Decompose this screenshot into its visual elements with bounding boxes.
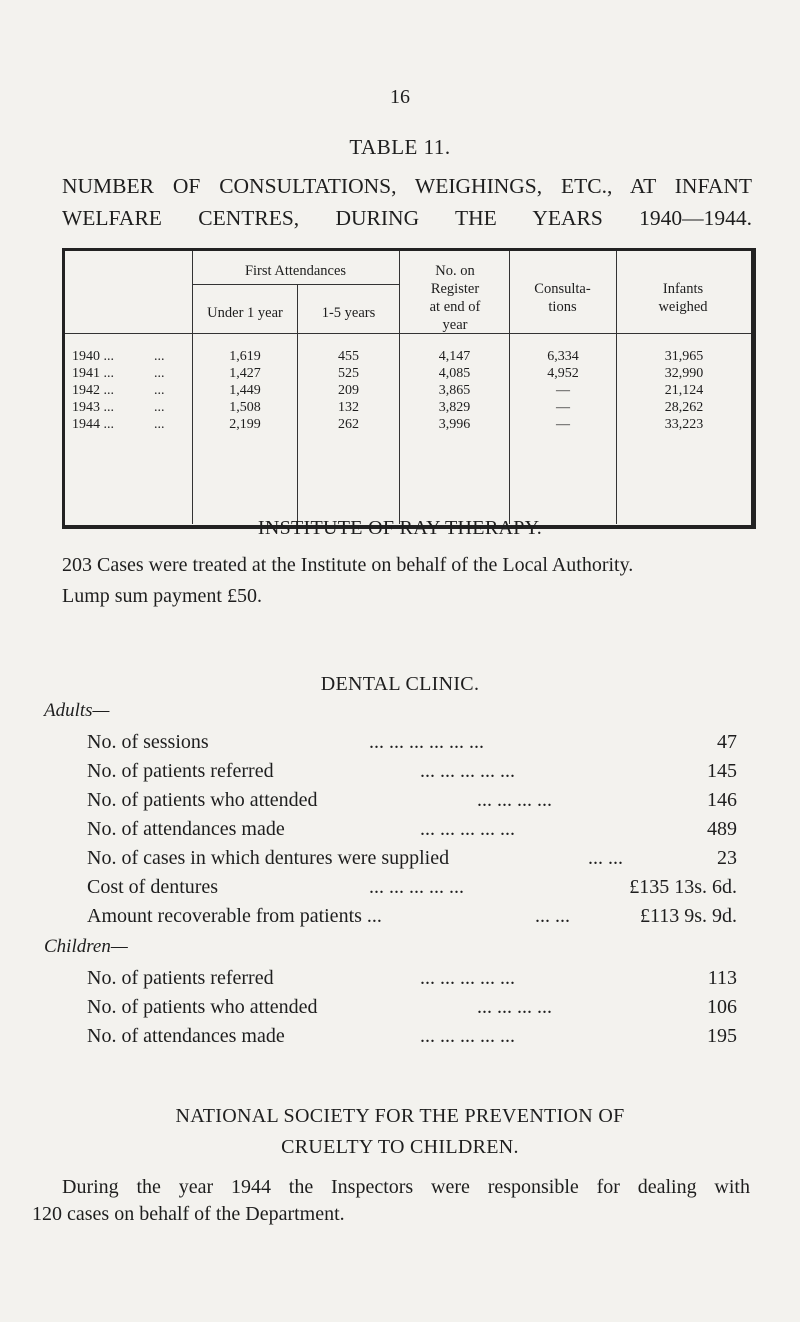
leader-dots: ... ... ... ... ... (420, 818, 515, 840)
leader-dots: ... ... ... ... ... (420, 967, 515, 989)
weighed-cell: 32,990 (664, 366, 704, 381)
register-cell: 3,996 (438, 417, 471, 432)
leader-dots: ... ... ... ... ... (420, 760, 515, 782)
consultations-cell: — (556, 417, 570, 432)
header-bottom-rule (65, 333, 751, 334)
row-label: Amount recoverable from patients ... (87, 905, 382, 927)
year-dots: ... (154, 417, 165, 432)
register-cell: 3,865 (438, 383, 471, 398)
row-label: Cost of dentures (87, 876, 219, 898)
year-dots: ... (154, 383, 165, 398)
children-subheading: Children— (44, 936, 128, 957)
row-value: 113 (707, 967, 737, 989)
ray-therapy-line-2: Lump sum payment £50. (62, 585, 262, 607)
row-value: 489 (707, 818, 737, 840)
row-value: 146 (707, 789, 737, 811)
infant-welfare-table (62, 248, 754, 532)
age-1-5-cell: 209 (338, 383, 359, 398)
page-number: 16 (390, 86, 410, 108)
header-consultations: Consulta- tions (534, 281, 591, 315)
leader-dots: ... ... ... ... (477, 996, 552, 1018)
table-heading: NUMBER OF CONSULTATIONS, WEIGHINGS, ETC., AT INFANT WELFARE CENTRES, DURING THE YEARS 1940—1944. (62, 174, 752, 230)
weighed-cell: 28,262 (664, 400, 704, 415)
consultations-cell: 4,952 (547, 366, 579, 381)
year-cell: 1940 ... (72, 349, 114, 364)
header-first-attendances: First Attendances (244, 263, 347, 279)
under-1-cell: 1,427 (229, 366, 261, 381)
row-value: 195 (707, 1025, 737, 1047)
row-value: 47 (717, 731, 737, 753)
year-cell: 1944 ... (72, 417, 114, 432)
dental-clinic-title: DENTAL CLINIC. (320, 673, 480, 695)
header-infants-weighed: Infants weighed (658, 281, 708, 315)
consultations-cell: 6,334 (547, 349, 579, 364)
leader-dots: ... ... (535, 905, 570, 927)
nspcc-text-line-2: 120 cases on behalf of the Department. (32, 1203, 345, 1225)
leader-dots: ... ... ... ... (477, 789, 552, 811)
consultations-cell: — (556, 400, 570, 415)
ray-therapy-line-1: 203 Cases were treated at the Institute on behalf of the Local Authority. (62, 554, 634, 576)
under-1-cell: 1,508 (229, 400, 261, 415)
nspcc-text-line-1: During the year 1944 the Inspectors were responsible for dealing with (62, 1176, 750, 1198)
adults-subheading: Adults— (44, 700, 110, 721)
year-dots: ... (154, 400, 165, 415)
nspcc-title-line-2: CRUELTY TO CHILDREN. (281, 1136, 519, 1158)
year-dots: ... (154, 349, 165, 364)
age-1-5-cell: 455 (338, 349, 359, 364)
row-label: No. of patients who attended (87, 996, 318, 1018)
under-1-cell: 2,199 (229, 417, 261, 432)
header-under-1-year: Under 1 year (207, 305, 283, 321)
row-value: 106 (707, 996, 737, 1018)
row-label: No. of patients referred (87, 967, 274, 989)
leader-dots: ... ... (588, 847, 623, 869)
year-cell: 1941 ... (72, 366, 114, 381)
leader-dots: ... ... ... ... ... (369, 876, 464, 898)
row-label: No. of sessions (87, 731, 209, 753)
under-1-cell: 1,449 (229, 383, 261, 398)
row-value: 23 (717, 847, 737, 869)
row-label: No. of attendances made (87, 1025, 285, 1047)
consultations-cell: — (556, 383, 570, 398)
register-cell: 4,147 (438, 349, 471, 364)
row-label: No. of patients who attended (87, 789, 318, 811)
weighed-cell: 33,223 (664, 417, 704, 432)
year-cell: 1942 ... (72, 383, 114, 398)
age-1-5-cell: 525 (338, 366, 359, 381)
table-label: TABLE 11. (349, 135, 451, 159)
under-1-cell: 1,619 (229, 349, 261, 364)
header-1-5-years: 1-5 years (321, 305, 376, 321)
nspcc-title-line-1: NATIONAL SOCIETY FOR THE PREVENTION OF (175, 1105, 625, 1127)
register-cell: 3,829 (438, 400, 471, 415)
ray-therapy-title: INSTITUTE OF RAY THERAPY. (257, 517, 543, 539)
row-label: No. of cases in which dentures were supplied (87, 847, 450, 869)
row-value: £135 13s. 6d. (629, 876, 737, 898)
row-value: 145 (707, 760, 737, 782)
weighed-cell: 31,965 (664, 349, 704, 364)
row-label: No. of attendances made (87, 818, 285, 840)
register-cell: 4,085 (438, 366, 471, 381)
header-register: No. on Register at end of year (429, 263, 481, 333)
year-dots: ... (154, 366, 165, 381)
age-1-5-cell: 132 (338, 400, 359, 415)
row-value: £113 9s. 9d. (639, 905, 737, 927)
header-divider (192, 284, 399, 285)
year-cell: 1943 ... (72, 400, 114, 415)
age-1-5-cell: 262 (338, 417, 359, 432)
row-label: No. of patients referred (87, 760, 274, 782)
leader-dots: ... ... ... ... ... (420, 1025, 515, 1047)
leader-dots: ... ... ... ... ... ... (369, 731, 484, 753)
weighed-cell: 21,124 (664, 383, 704, 398)
